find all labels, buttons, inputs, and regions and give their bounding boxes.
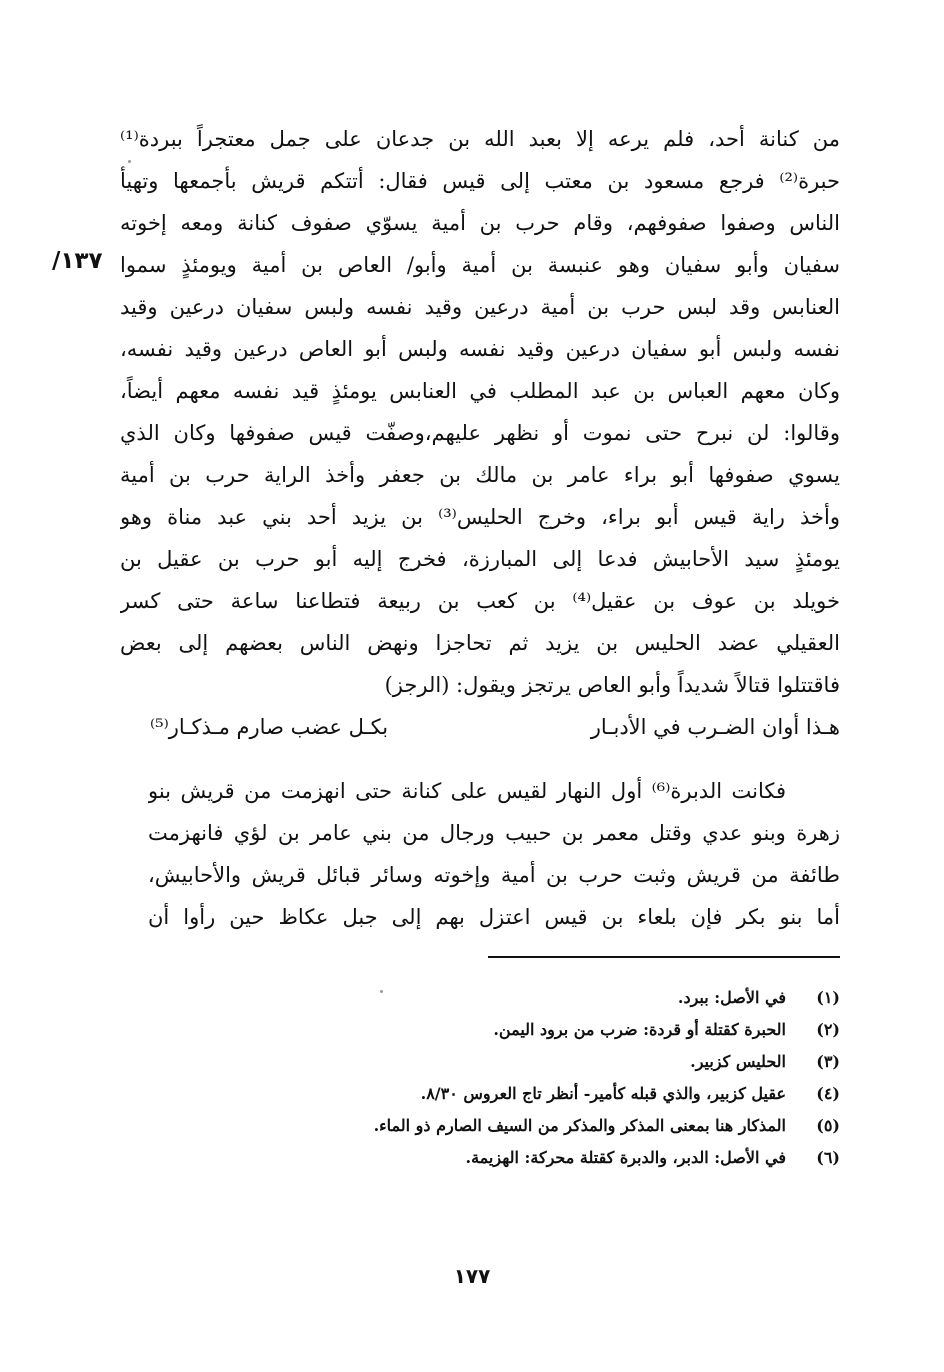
footnote-item (300, 1110, 840, 1142)
text-line: وقالوا: لن نبرح حتى نموت أو نظهر عليهم،وصفّت قيس صفوفها وكان الذي (120, 421, 840, 445)
text-line: حبرة⁽²⁾ فرجع مسعود بن معتب إلى قيس فقال: أتتكم قريش بأجمعها وتهيأ (120, 169, 840, 193)
footnote-number: (٤) (816, 1084, 840, 1103)
page-number: ١٧٧ (453, 1264, 491, 1288)
margin-page-reference: ١٣٧/ (52, 248, 103, 274)
footnotes (300, 982, 840, 1174)
footnote-number: (٥) (816, 1116, 840, 1135)
footnote-item (300, 1142, 840, 1174)
text-line: الناس وصفوا صفوفهم، وقام حرب بن أمية يسوّي صفوف كنانة ومعه إخوته (120, 211, 840, 235)
footnote-number: (٢) (816, 1020, 840, 1039)
text-line: العنابس وقد لبس حرب بن أمية درعين وقيد نفسه ولبس سفيان درعين وقيد (120, 295, 840, 319)
footnote-text: الحليس كزبير. (690, 1052, 786, 1071)
footnote-text: الحبرة كقتلة أو قردة: ضرب من برود اليمن. (493, 1020, 786, 1039)
text-line: خويلد بن عوف بن عقيل⁽⁴⁾ بن كعب بن ربيعة فتطاعنا ساعة حتى كسر (120, 589, 840, 613)
text-line: زهرة وبنو عدي وقتل معمر بن حبيب ورجال من بني عامر بن لؤي فانهزمت (148, 821, 840, 845)
text-line: فاقتتلوا قتالاً شديداً وأبو العاص يرتجز ويقول: (الرجز) (384, 673, 840, 697)
text-line: من كنانة أحد، فلم يرعه إلا بعبد الله بن جدعان على جمل معتجراً ببردة⁽¹⁾ (120, 127, 840, 151)
text-line: نفسه ولبس أبو سفيان درعين وقيد نفسه ولبس أبو العاص درعين وقيد نفسه، (120, 337, 840, 361)
footnote-item (300, 982, 840, 1014)
footnote-item (300, 1078, 840, 1110)
footnote-text: في الأصل: ببرد. (677, 988, 786, 1007)
main-paragraph (120, 118, 840, 706)
footnote-item (300, 1014, 840, 1046)
footnote-number: (١) (816, 988, 840, 1007)
text-line: أما بنو بكر فإن بلعاء بن قيس اعتزل بهم إلى جبل عكاظ حين رأوا أن (148, 905, 840, 929)
text-line: طائفة من قريش وثبت حرب بن أمية وإخوته وسائر قبائل قريش والأحابيش، (148, 863, 840, 887)
text-line: وأخذ راية قيس أبو براء، وخرج الحليس⁽³⁾ بن يزيد أحد بني عبد مناة وهو (120, 505, 840, 529)
text-line: وكان معهم العباس بن عبد المطلب في العنابس يومئذٍ قيد نفسه معهم أيضاً، (120, 379, 840, 403)
footnote-item (300, 1046, 840, 1078)
second-paragraph (148, 770, 840, 938)
verse-second-hemistich: بكـل عضب صارم مـذكـار⁽⁵⁾ (150, 715, 389, 739)
footnote-divider (488, 956, 840, 958)
text-line: يومئذٍ سيد الأحابيش فدعا إلى المبارزة، فخرج إليه أبو حرب بن عقيل بن (120, 547, 840, 571)
text-line: سفيان وأبو سفيان وهو عنبسة بن أمية وأبو/ العاص بن أمية ويومئذٍ سموا (120, 253, 840, 277)
text-line: فكانت الدبرة⁽⁶⁾ أول النهار لقيس على كنانة حتى انهزمت من قريش بنو (148, 779, 786, 803)
footnote-number: (٣) (816, 1052, 840, 1071)
scan-speck (128, 160, 131, 163)
footnote-text: المذكار هنا بمعنى المذكر والمذكر من السيف الصارم ذو الماء. (373, 1116, 786, 1135)
verse-first-hemistich: هـذا أوان الضـرب في الأدبـار (590, 715, 840, 739)
poetry-verse (150, 706, 840, 748)
footnote-number: (٦) (816, 1148, 840, 1167)
text-line: العقيلي عضد الحليس بن يزيد ثم تحاجزا ونهض الناس بعضهم إلى بعض (120, 631, 840, 655)
scan-speck (380, 990, 383, 993)
text-line: يسوي صفوفها أبو براء عامر بن مالك بن جعفر وأخذ الراية حرب بن أمية (120, 463, 840, 487)
footnote-text: في الأصل: الدبر، والدبرة كقتلة محركة: الهزيمة. (465, 1148, 786, 1167)
footnote-text: عقيل كزبير، والذي قبله كأمير- أنظر تاج العروس ٨/٣٠. (420, 1084, 786, 1103)
